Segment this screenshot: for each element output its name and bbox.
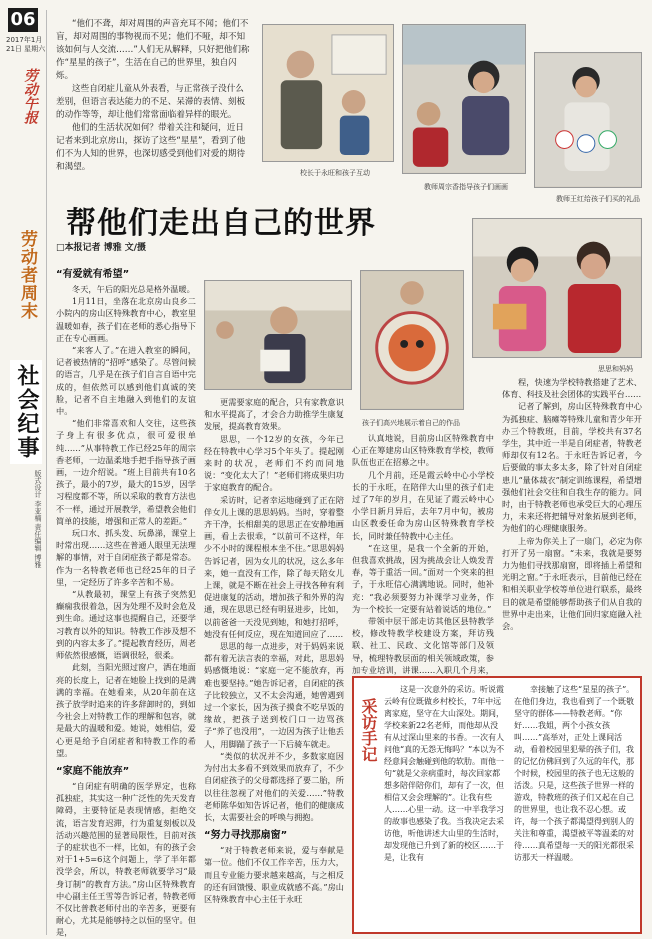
paragraph: 冬天，午后的阳光总是格外温暖。 bbox=[72, 284, 195, 294]
subheading-family: “家庭不能放弃” bbox=[56, 765, 130, 777]
paragraph: 思思的每一点进步，对于妈妈来说都有着无法言表的幸福，对此，思思妈妈感慨地说：“家庭一定不能放弃，再难也要坚持。”她告诉记者，自闭症的孩子比较独立，又不太会沟通，她曾遇到过一个家长，因为孩子摸食不吃早饭的缘故，把孩子送到校门口一边骂孩子“养了也没用”，一边因为孩子让他丢人，用脚踹了孩子一下后骑车就走。 bbox=[204, 641, 344, 749]
body-column-3 bbox=[352, 432, 494, 675]
lead-paragraph: 这些自闭症儿童从外表看，与正常孩子没什么差别，但语言表达能力的不足、呆滞的表情、刻板的动作等等，却让他们常常面临着异样的眼光。 bbox=[56, 84, 246, 120]
paper-name: 劳动午报 bbox=[22, 68, 38, 124]
caption-mother: 思思和妈妈 bbox=[598, 365, 633, 373]
paragraph: 玩口水、抓头发、玩鼻涕，课堂上时常出现……这些在普通人眼里无法理解的事情，对于自闭症孩子都是常态。作为一名特教老师也已经25年的日子里，一定经历了许多辛苦和不易。 bbox=[56, 528, 196, 587]
interview-notes-title: 采访手记 bbox=[359, 698, 378, 762]
paragraph: “他们非常喜欢和人交往，这些孩子身上有很多优点，很可爱很单纯……”从事特教工作已经25年的周宗香老师，一边温柔地手把手指导孩子画画，一边介绍说。“班上目前共有10名孩子，最小的7岁，最大的15岁，因学习程度都不等，所以采取的教育方法也不一样，通过开展教学，希望教会他们简单的技能，增强和正常人的差距。” bbox=[56, 418, 196, 526]
photo-teacher bbox=[402, 24, 526, 174]
caption-artwork: 孩子们高兴地展示着自己的作品 bbox=[362, 419, 460, 427]
caption-teacher: 教师周宗香指导孩子们画画 bbox=[424, 183, 508, 191]
photo-classroom-image bbox=[205, 281, 351, 389]
paragraph: 几个月前，还是霞云岭中心小学校长的于永旺，在陪伴大山里的孩子们走过了7年的岁月，在见证了霞云岭中心小学日新月异后，去年7月中旬，被房山区教委任命为房山区特殊教育学校长，同时兼任特教中心主任。 bbox=[352, 469, 494, 541]
column-name: 社会纪事 bbox=[10, 360, 42, 464]
body-column-2 bbox=[204, 396, 344, 934]
paragraph: 认真地说，目前房山区特殊教育中心正在筹建房山区特殊教育学校，教师队伍也正在招募之中。 bbox=[352, 433, 494, 468]
section-name: 劳动者周末 bbox=[17, 230, 37, 320]
page-number: 06 bbox=[8, 8, 38, 32]
paragraph: “从教最初，课堂上有孩子突然犯癫痫我很着急，因为处理不及时会危及到生命。通过这事也提醒自己，还要学习教育以外的知识。特教工作涉及想不到的内容太多了。”提起教育经历，周老师依然很感慨，语调很轻，很柔。 bbox=[56, 589, 196, 661]
subheading-hope: “有爱就有希望” bbox=[56, 269, 130, 280]
paragraph: 记者了解到，房山区特殊教育中心为孤独症、脑瘫等特殊儿童和青少年开办三个特教班，目前，学校共有37名学生，其中近一半是自闭症者，特教老师却仅有12名。于永旺告诉记者，今后要做的事太多太多，除了针对自闭症患儿“量体裁衣”制定训练课程，希望增强他们社会交往和自我生存的能力。同时，由于特教老师也承受巨大的心理压力，未来还将把辅导对象拓展到老师，为他们的心理健康服务。 bbox=[502, 401, 642, 534]
body-column-1 bbox=[56, 262, 196, 938]
editors-credit: 版式设计 李亚楠 责任编辑 博雅 bbox=[34, 470, 42, 568]
paragraph: “自闭症有明确的医学界定，也称孤独症，其实这一种广泛性的先天发育障碍，主要特征是表现情感，拒绝交流，语言发育迟滞，行为重复刻板以及活动兴趣范围的显著局限性，目前对孩子的症状也不一样，比如，有的孩子会对于1+5=6这个问题上，学了半年都没学会，所以，特教老师就要学习“最身订制”的教育方法。”房山区特殊教育中心副主任王雪等告诉记者，特教老师不仅比普教老师付出的辛苦多，更要有耐心，尤其是能够持之以恒的坚守。但是， bbox=[56, 780, 196, 938]
interview-notes-column-1: 这是一次意外的采访。听说霞云岭有位既做乡村校长，7年中远离家庭，坚守在大山深处。期间，学校来新22名老师，而他却从没有从过深山里来的书香。一次有人问他“真的无怨无悔吗？”本以为不经意间会触碰到他的软肋。而他一句“就是父亲病重时，每次回家都想多陪伴陪你们，却有了一次，但相信又会会理解的”。让我有些人……心里一动。这一中半我学习的故事也感染了我。当我决定去采访他，听他讲述大山里的生活时，却发现他已升到了新的校区……于是，让我有 bbox=[384, 685, 505, 862]
paragraph: 更需要家庭的配合，只有家教意识和水平提高了，才会合力助推学生康复发展，提高教育效果。 bbox=[204, 397, 344, 432]
margin-rule bbox=[46, 10, 47, 935]
photo-principal bbox=[262, 24, 394, 162]
subheading-window: “努力寻找那扇窗” bbox=[204, 830, 288, 842]
photo-mother bbox=[472, 218, 642, 358]
paragraph: 带领中层干部走访其他区县特教学校，修改特教学校建设方案，拜访残联、社工、民政、文化馆等部门及领导，梳理特教层面的相关领域政策，参加专业培训，讲课……入职几个月来， bbox=[352, 616, 494, 675]
paragraph: “类似的状况并不少，多数家庭因为付出太多看不到效果而放弃了，不少自闭症孩子的父母都选择了要二胎，所以往往忽视了对他们的关爱……”特教老师陈华如知告诉记者，他们的健康成长，太需要社会的呼唤与拥抱。 bbox=[204, 750, 344, 822]
photo-gift bbox=[534, 52, 642, 188]
photo-artwork bbox=[360, 270, 464, 410]
interview-notes-column-2: 幸接触了这些“星星的孩子”。在他们身边，我也看到了一个既敬坚守的群体——特教老师。“你好……我姐，两个小孩女孩叫……”高举对，正处上课间活动，看着校园里犯晕的孩子们，我的记忆仿佛回到了久远的年代，那个时候，校园里的孩子也无这般的活泼。只是，这些孩子世界一样的游戏，特教班的孩子们又起在自己的世界里，也让我不忍心想。或许，每一个孩子都渴望得到别人的关注和尊重，渴望被平等温柔的对待……真希望每一天的阳光都很采访那天一样温暖。 bbox=[514, 685, 635, 862]
byline: □本报记者 博雅 文/摄 bbox=[56, 243, 147, 253]
photo-principal-image bbox=[263, 25, 393, 161]
photo-gift-image bbox=[535, 53, 641, 187]
photo-artwork-image bbox=[361, 271, 463, 409]
lead-text bbox=[56, 18, 250, 174]
photo-teacher-image bbox=[403, 25, 525, 173]
paragraph: “对于特教老师来说，爱与奉献是第一位。他们不仅工作辛苦，压力大，而且专业能力要求越来越高，与之相反的还有回馈慢、职业成就感不高。”房山区特殊教育中心主任于永旺 bbox=[204, 845, 344, 904]
paragraph: 思思，一个12岁的女孩，今年已经在特教中心学习5个年头了。提起刚来时的状况，老师们不约而同地说：“变化太大了！”老师们将成果归功于家庭教育的配合。 bbox=[204, 433, 344, 493]
lead-paragraph: “他们不聋，却对周围的声音充耳不闻；他们不盲，却对周围的事物视而不见；他们不哑，却不知该如何与人交流……”人们无从解释，只好把他们称作“星星的孩子”，生活在自己的世界里，独自闪烁。 bbox=[56, 19, 250, 81]
photo-mother-image bbox=[473, 219, 641, 357]
paragraph: “在这里，是我一个全新的开始，但我喜欢挑战，因为挑战会让人焕发青春，等于重活一回。”面对一个突来的担子，于永旺信心满满地说。同时，他补充：“我必须要努力补课学习业务，作为一个校长一定要有站着说话的地位。” bbox=[352, 542, 494, 614]
paragraph: 采访时，记者幸运地碰到了正在陪伴女儿上课的思思妈妈。当时，穿着整齐干净，长相甜美的思思正在安静地画画，看上去很乖，“以前可不这样，年少不小时的课程根本坐不住。”思思妈妈告诉记者，因为女儿的状况，这么多年来，她一直没有工作，除了每天陪女儿上课，就是不断在社会上寻找各种有利促进康复的活动，增加孩子和外界的沟通，现在思思已经有明显进步，比如，以前爸爸一天没见到她，和她打招呼，她没有任何反应，现在知道回应了…… bbox=[204, 494, 344, 639]
paragraph: 1月11日，坐落在北京房山良乡二小院内的房山区特殊教育中心，教室里温暖如春，孩子们在老师的悉心指导下正在专心画画。 bbox=[56, 296, 196, 343]
interview-notes-box bbox=[352, 676, 642, 934]
issue-date: 2017年1月21日 星期六 bbox=[6, 36, 46, 53]
paragraph: 上帝为你关上了一扇门，必定为你打开了另一扇窗。“未来，我就是要努力为他们寻找那扇窗，即将插上希望和光明之窗。”于永旺表示，目前他已经在和相关职业学校等单位进行联系，最终目的就是希望能够帮助孩子们从自我的世界中走出来，让他们回归家庭融入社会。 bbox=[502, 535, 642, 632]
lead-paragraph: 他们的生活状况如何？带着关注和疑问，近日记者来到北京房山，探访了这些“星星”，看到了他们不为人知的世界，也深切感受到他们对爱的期待和渴望。 bbox=[56, 123, 246, 172]
body-column-4 bbox=[502, 376, 642, 670]
photo-classroom bbox=[204, 280, 352, 390]
caption-gift: 教师王红给孩子们买的礼品 bbox=[556, 195, 640, 203]
paragraph: “来客人了。”在进入教室的瞬间，记者被热情的“招呼”感染了。尽管问候的语言，几乎是在孩子们自言自语中完成的，但依然可以感到他们真诚的笑脸，记者不自主地融入到他们的友谊中。 bbox=[56, 345, 196, 417]
paragraph: 程，快速为学校特教搭建了艺术、体育、科技及社会团体的实践平台…… bbox=[502, 377, 642, 400]
headline: 帮他们走出自己的世界 bbox=[66, 206, 376, 241]
paragraph: 此刻，当阳光照过窗户，洒在地面亮的长度上，记者在她脸上找到的是满满的幸福。在她看来，从20年前在这孩子放学时追来的许多辞卸时的，到如今社会上对特教工作的理解和包容，就是最大的温暖和爱。她说，她相信，爱心更是给予自闭症者和特教工作的希望。 bbox=[56, 662, 196, 758]
caption-principal: 校长于永旺和孩子互动 bbox=[300, 169, 370, 177]
